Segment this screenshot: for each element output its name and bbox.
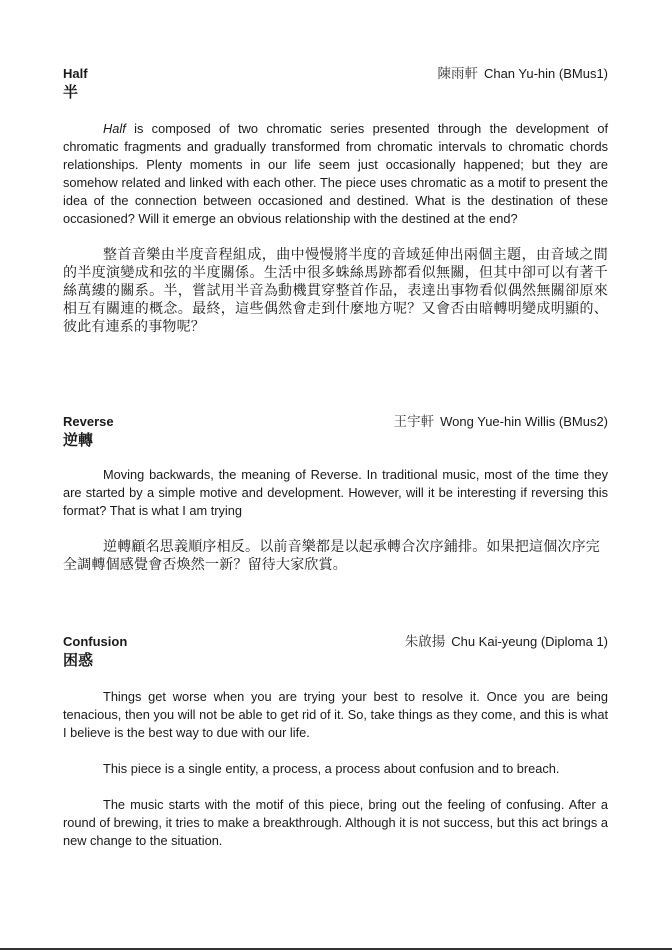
composer-name-en: Chan Yu-hin (BMus1) [483, 66, 608, 81]
piece-header [63, 414, 608, 454]
piece-title-zh: 困惑 [63, 651, 94, 669]
description-en-text: is composed of two chromatic series presented through the development of chromatic fragments and gradually transformed from chromatic intervals to chromatic chords relationships. Plenty moments in our life seem just occasionally happened; but they are somehow related and linked with each other. The piece uses chromatic as a motif to present the idea of the connection between occasioned and destined. What is the destination of these occasioned? Will it emerge an obvious relationship with the destined at the end? [63, 121, 608, 226]
piece-title-zh: 逆轉 [63, 431, 94, 449]
description-en [63, 120, 608, 228]
composer-credit [394, 414, 608, 430]
page-bottom-rule [0, 948, 672, 950]
description-en-3: The music starts with the motif of this piece, bring out the feeling of confusing. After a round of brewing, it tries to make a breakthrough. Although it is not success, but this act brings a new change to the situation. [63, 797, 608, 848]
description-zh: 逆轉顧名思義順序相反。以前音樂都是以起承轉合次序鋪排。如果把這個次序完全調轉個感覺會否煥然一新？留待大家欣賞。 [63, 539, 600, 573]
piece-header [63, 634, 608, 674]
piece-confusion [63, 634, 608, 850]
composer-name-en: Wong Yue-hin Willis (BMus2) [440, 414, 608, 429]
description-en: Moving backwards, the meaning of Reverse. In traditional music, most of the time they are started by a simple motive and development. However, will it be interesting if reversing this format? That is what I am trying [63, 467, 608, 518]
description-title-em: Half [103, 121, 126, 136]
composer-credit [405, 634, 608, 650]
piece-title-en: Half [63, 66, 88, 81]
composer-name-zh: 朱啟揚 [404, 634, 446, 650]
composer-credit [437, 66, 608, 82]
piece-title-en: Reverse [63, 414, 114, 429]
piece-half [63, 66, 608, 336]
description-en-1: Things get worse when you are trying your best to resolve it. Once you are being tenacious, then you will not be able to get rid of it. So, take things as they come, and this is what I believe is the best way to due with our life. [63, 689, 608, 740]
piece-header [63, 66, 608, 106]
description-en-2: This piece is a single entity, a process, a process about confusion and to breach. [103, 761, 560, 776]
composer-name-en: Chu Kai-yeung (Diploma 1) [451, 634, 608, 649]
description-zh: 整首音樂由半度音程組成，曲中慢慢將半度的音域延伸出兩個主題，由音域之間的半度演變成和弦的半度關係。生活中很多蛛絲馬跡都看似無關，但其中卻可以有著千絲萬縷的關系。半，嘗試用半音為動機貫穿整首作品，表達出事物看似偶然無關卻原來相互有關連的概念。最終，這些偶然會走到什麼地方呢？又會否由暗轉明變成明顯的、彼此有連系的事物呢？ [63, 247, 608, 335]
composer-name-zh: 陳雨軒 [437, 66, 478, 82]
piece-title-zh: 半 [63, 83, 79, 101]
piece-reverse [63, 414, 608, 574]
composer-name-zh: 王宇軒 [393, 414, 435, 430]
piece-title-en: Confusion [63, 634, 128, 649]
